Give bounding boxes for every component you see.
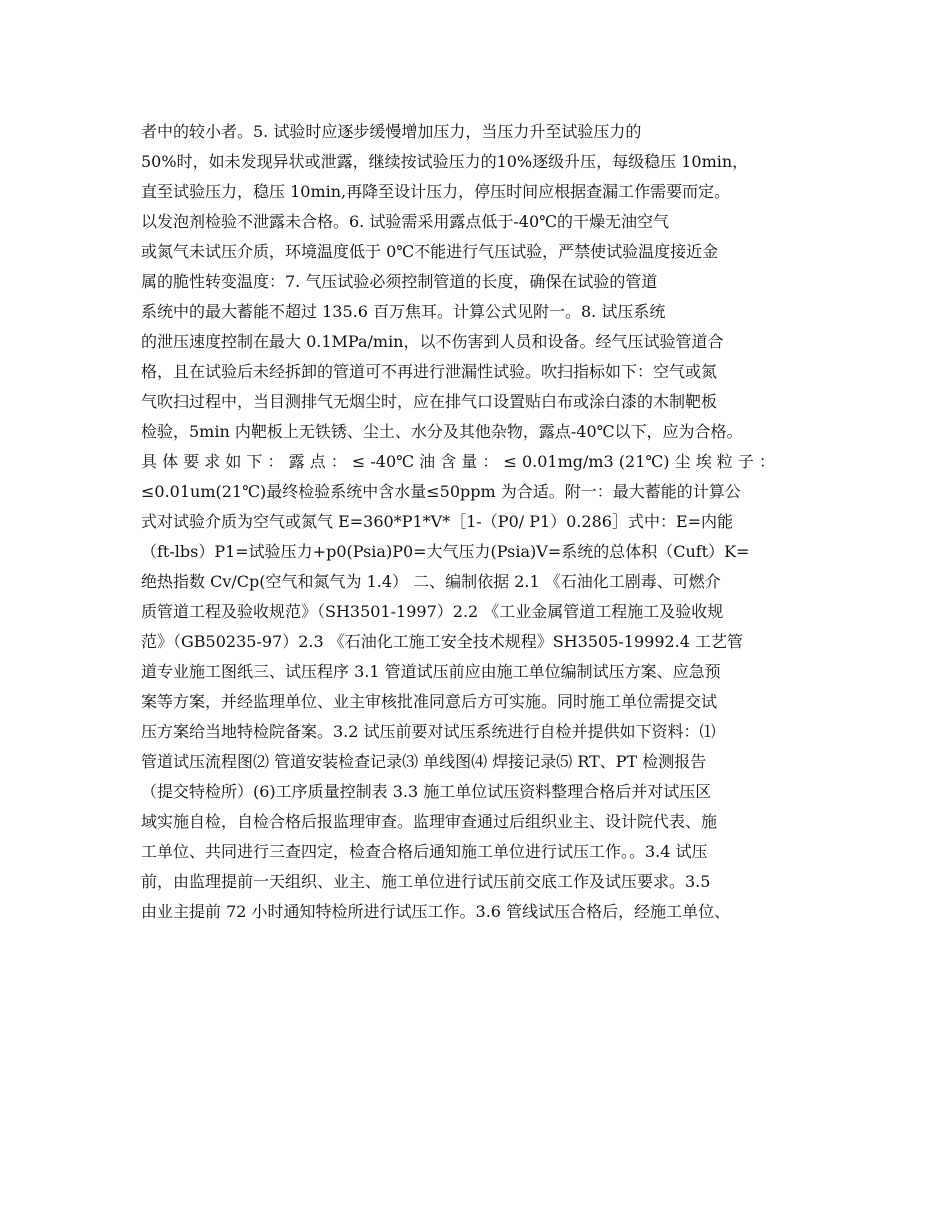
text-line: 具 体 要 求 如 下 ： 露 点 ： ≤ -40℃ 油 含 量 ： ≤ 0.01mg/m3 (21℃) 尘 埃 粒 子 ： <box>141 452 775 471</box>
text-line: ≤0.01um(21℃)最终检验系统中含水量≤50ppm 为合适。附一：最大蓄能的计算公 <box>141 482 741 501</box>
text-line: 者中的较小者。5. 试验时应逐步缓慢增加压力，当压力升至试验压力的 <box>141 122 642 141</box>
text-line: 范》（GB50235-97）2.3 《石油化工施工安全技术规程》SH3505-19992.4 工艺管 <box>141 632 744 651</box>
text-line: 检验，5min 内靶板上无铁锈、尘土、水分及其他杂物，露点-40℃以下，应为合格。 <box>141 422 743 441</box>
text-line: 属的脆性转变温度：7. 气压试验必须控制管道的长度，确保在试验的管道 <box>141 272 658 291</box>
text-line: 或氮气未试压介质，环境温度低于 0℃不能进行气压试验，严禁使试验温度接近金 <box>141 242 719 261</box>
text-line: 的泄压速度控制在最大 0.1MPa/min，以不伤害到人员和设备。经气压试验管道合 <box>141 332 724 351</box>
text-line: （ft-lbs）P1=试验压力+p0(Psia)P0=大气压力(Psia)V=系统的总体积（Cuft）K= <box>141 542 750 561</box>
text-line: 压方案给当地特检院备案。3.2 试压前要对试压系统进行自检并提供如下资料：⑴ <box>141 722 716 741</box>
text-line: 前，由监理提前一天组织、业主、施工单位进行试压前交底工作及试压要求。3.5 <box>141 872 711 891</box>
text-line: 50%时，如未发现异状或泄露，继续按试验压力的10%逐级升压，每级稳压 10min， <box>141 152 749 171</box>
text-line: 式对试验介质为空气或氮气 E=360*P1*V*［1-（P0/ P1）0.286］式中：E=内能 <box>141 512 734 531</box>
text-line: 格，且在试验后未经拆卸的管道可不再进行泄漏性试验。吹扫指标如下：空气或氮 <box>141 362 718 381</box>
text-line: 直至试验压力，稳压 10min,再降至设计压力，停压时间应根据查漏工作需要而定。 <box>141 182 731 201</box>
body-text <box>141 117 831 927</box>
text-line: 质管道工程及验收规范》（SH3501-1997）2.2 《工业金属管道工程施工及验收规 <box>141 602 724 621</box>
text-line: 域实施自检，自检合格后报监理审查。监理审查通过后组织业主、设计院代表、施 <box>141 812 718 831</box>
text-line: 案等方案，并经监理单位、业主审核批准同意后方可实施。同时施工单位需提交试 <box>141 692 718 711</box>
text-line: 系统中的最大蓄能不超过 135.6 百万焦耳。计算公式见附一。8. 试压系统 <box>141 302 666 321</box>
text-line: （提交特检所）(6)工序质量控制表 3.3 施工单位试压资料整理合格后并对试压区 <box>141 782 712 801</box>
text-line: 管道试压流程图⑵ 管道安装检查记录⑶ 单线图⑷ 焊接记录⑸ RT、PT 检测报告 <box>141 752 707 771</box>
text-line: 道专业施工图纸三、试压程序 3.1 管道试压前应由施工单位编制试压方案、应急预 <box>141 662 721 681</box>
text-line: 气吹扫过程中，当目测排气无烟尘时，应在排气口设置贴白布或涂白漆的木制靶板 <box>141 392 718 411</box>
text-line: 绝热指数 Cv/Cp(空气和氮气为 1.4） 二、编制依据 2.1 《石油化工剧毒、可燃介 <box>141 572 721 591</box>
text-line: 由业主提前 72 小时通知特检所进行试压工作。3.6 管线试压合格后，经施工单位、 <box>141 902 731 921</box>
text-line: 工单位、共同进行三查四定，检查合格后通知施工单位进行试压工作。。3.4 试压 <box>141 842 708 861</box>
text-line: 以发泡剂检验不泄露未合格。6. 试验需采用露点低于-40℃的干燥无油空气 <box>141 212 670 231</box>
